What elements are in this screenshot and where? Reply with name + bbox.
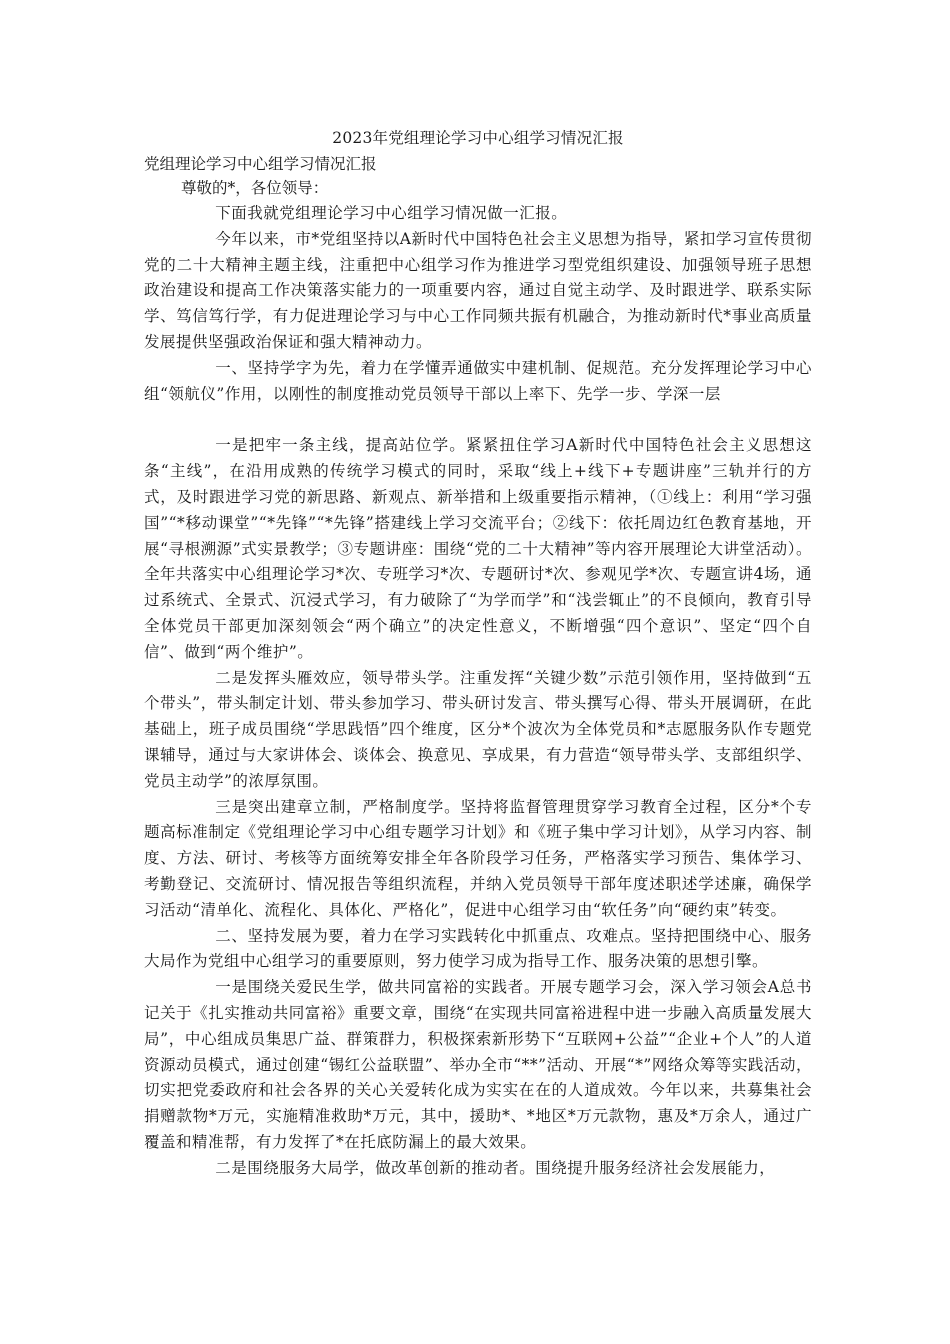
paragraph: 二是围绕服务大局学，做改革创新的推动者。围绕提升服务经济社会发展能力， xyxy=(215,1158,776,1177)
paragraph: 一是把牢一条主线，提高站位学。紧紧扭住学习A新时代中国特色社会主义思想这条“主线”，在沿用成熟的传统学习模式的同时，采取“线上+线下+专题讲座”三轨并行的方式，及时跟进学习党的新思路、新观点、新举措和上级重要指示精神，（①线上：利用“学习强国”“*移动课堂”“*先锋”“*先锋”搭建线上学习交流平台；②线下：依托周边红色教育基地，开展“寻根溯源”式实景教学；③专题讲座：围绕“党的二十大精神”等内容开展理论大讲堂活动）。全年共落实中心组理论学习*次、专班学习*次、专题研讨*次、参观见学*次、专题宣讲4场，通过系统式、全景式、沉浸式学习，有力破除了“为学而学”和“浅尝辄止”的不良倾向，教育引导全体党员干部更加深刻领会“两个确立”的决定性意义，不断增强“四个意识”、坚定“四个自信”、做到“两个维护”。 xyxy=(144,436,812,661)
paragraph: 三是突出建章立制，严格制度学。坚持将监督管理贯穿学习教育全过程，区分*个专题高标准制定《党组理论学习中心组专题学习计划》和《班子集中学习计划》，从学习内容、制度、方法、研讨、考核等方面统筹安排全年各阶段学习任务，严格落实学习预告、集体学习、考勤登记、交流研讨、情况报告等组织流程，并纳入党员领导干部年度述职述学述廉，确保学习活动“清单化、流程化、具体化、严格化”，促进中心组学习由“软任务”向“硬约束”转变。 xyxy=(144,797,812,919)
paragraph: 下面我就党组理论学习中心组学习情况做一汇报。 xyxy=(215,204,568,222)
paragraph: 二、坚持发展为要，着力在学习实践转化中抓重点、攻难点。坚持把围绕中心、服务大局作为党组中心组学习的重要原则，努力使学习成为指导工作、服务决策的思想引擎。 xyxy=(144,926,812,971)
document-subtitle: 党组理论学习中心组学习情况汇报 xyxy=(144,155,377,173)
document-page xyxy=(144,126,812,1181)
paragraph: 一、坚持学字为先，着力在学懂弄通做实中建机制、促规范。充分发挥理论学习中心组“领航仪”作用，以刚性的制度推动党员领导干部以上率下、先学一步、学深一层 xyxy=(144,358,812,403)
paragraph: 今年以来，市*党组坚持以A新时代中国特色社会主义思想为指导，紧扣学习宣传贯彻党的二十大精神主题主线，注重把中心组学习作为推进学习型党组织建设、加强领导班子思想政治建设和提高工作决策落实能力的一项重要内容，通过自觉主动学、及时跟进学、联系实际学、笃信笃行学，有力促进理论学习与中心工作同频共振有机融合，为推动新时代*事业高质量发展提供坚强政治保证和强大精神动力。 xyxy=(144,229,812,351)
paragraph: 二是发挥头雁效应，领导带头学。注重发挥“关键少数”示范引领作用，坚持做到“五个带头”，带头制定计划、带头参加学习、带头研讨发言、带头撰写心得、带头开展调研，在此基础上，班子成员围绕“学思践悟”四个维度，区分*个波次为全体党员和*志愿服务队作专题党课辅导，通过与大家讲体会、谈体会、换意见、享成果，有力营造“领导带头学、支部组织学、党员主动学”的浓厚氛围。 xyxy=(144,668,812,790)
document-title: 2023年党组理论学习中心组学习情况汇报 xyxy=(332,129,624,147)
paragraph: 一是围绕关爱民生学，做共同富裕的实践者。开展专题学习会，深入学习领会A总书记关于《扎实推动共同富裕》重要文章，围绕“在实现共同富裕进程中进一步融入高质量发展大局”，中心组成员集思广益、群策群力，积极探索新形势下“互联网+公益”“企业+个人”的人道资源动员模式，通过创建“锡红公益联盟”、举办全市“**”活动、开展“*”网络众筹等实践活动，切实把党委政府和社会各界的关心关爱转化成为实实在在的人道成效。今年以来，共募集社会捐赠款物*万元，实施精准救助*万元，其中，援助*、*地区*万元款物，惠及*万余人，通过广覆盖和精准帮，有力发挥了*在托底防漏上的最大效果。 xyxy=(144,978,812,1151)
salutation: 尊敬的*，各位领导： xyxy=(181,179,329,197)
